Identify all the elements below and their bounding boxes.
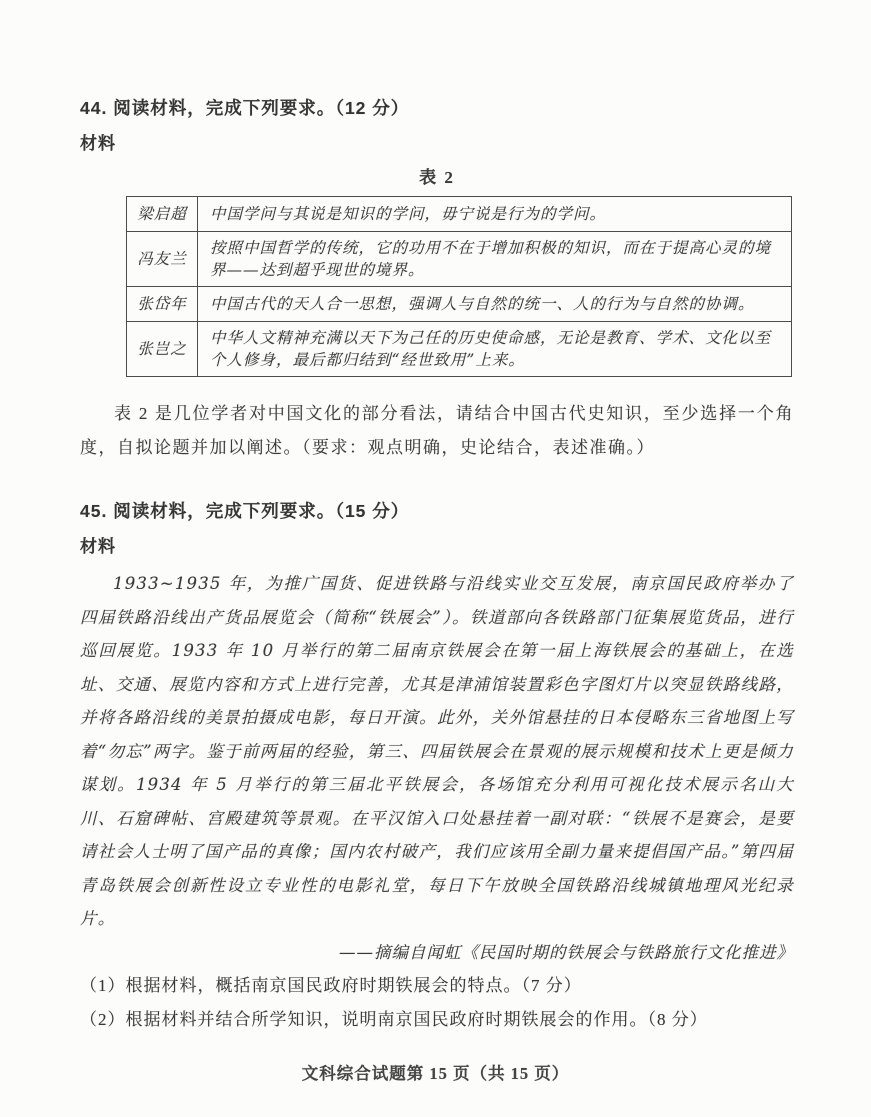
table-row [127,287,792,322]
scholar-name: 冯友兰 [127,232,198,287]
table-row [127,232,792,287]
question-45-section [80,499,794,1037]
table-row [127,322,792,377]
sub-question-2: （2）根据材料并结合所学知识，说明南京国民政府时期铁展会的作用。（8 分） [80,1010,708,1029]
scholar-name: 张岱年 [127,287,198,322]
question-45-material-label: 材料 [80,537,116,556]
source-attribution: ——摘编自闻虹《民国时期的铁展会与铁路旅行文化推进》 [339,942,794,962]
table-2-caption: 表 2 [419,168,455,187]
question-45-heading: 45. 阅读材料，完成下列要求。（15 分） [80,501,410,521]
scholar-view: 中国古代的天人合一思想，强调人与自然的统一、人的行为与自然的协调。 [198,287,792,322]
sub-question-1: （1）根据材料，概括南京国民政府时期铁展会的特点。（7 分） [80,976,582,995]
table-2 [126,196,792,377]
page-footer: 文科综合试题第 15 页（共 15 页） [301,1064,570,1083]
scholar-name: 张岂之 [127,322,198,377]
question-44-section [80,96,794,465]
page-content [80,96,794,1037]
table-row [127,197,792,232]
scholar-name: 梁启超 [127,197,198,232]
question-44-prompt: 表 2 是几位学者对中国文化的部分看法，请结合中国古代史知识，至少选择一个角度，自拟论题并加以阐述。（要求：观点明确，史论结合，表述准确。） [80,404,794,457]
question-44-heading: 44. 阅读材料，完成下列要求。（12 分） [80,98,410,118]
scholar-view: 中华人文精神充满以天下为己任的历史使命感，无论是教育、学术、文化以至个人修身，最后都归结到“经世致用”上来。 [198,322,792,377]
question-44-material-label: 材料 [80,134,116,153]
scholar-view: 中国学问与其说是知识的学问，毋宁说是行为的学问。 [198,197,792,232]
question-45-material-text: 1933~1935 年，为推广国货、促进铁路与沿线实业交互发展，南京国民政府举办了四届铁路沿线出产货品展览会（简称“铁展会”）。铁道部向各铁路部门征集展览货品，进行巡回展览。1933 年 10 月举行的第二届南京铁展会在第一届上海铁展会的基础上，在选址、交通、展览内容和方式上进行完善，尤其是津浦馆装置彩色字图灯片以突显铁路线路，并将各路沿线的美景拍摄成电影，每日开演。此外，关外馆悬挂的日本侵略东三省地图上写着“勿忘”两字。鉴于前两届的经验，第三、四届铁展会在景观的展示规模和技术上更是倾力谋划。1934 年 5 月举行的第三届北平铁展会，各场馆充分利用可视化技术展示名山大川、石窟碑帖、宫殿建筑等景观。在平汉馆入口处悬挂着一副对联：“铁展不是赛会，是要请社会人士明了国产品的真像；国内农村破产，我们应该用全副力量来提倡国产品。”第四届青岛铁展会创新性设立专业性的电影礼堂，每日下午放映全国铁路沿线城镇地理风光纪录片。 [80,574,794,928]
scholar-view: 按照中国哲学的传统，它的功用不在于增加积极的知识，而在于提高心灵的境界——达到超乎现世的境界。 [198,232,792,287]
